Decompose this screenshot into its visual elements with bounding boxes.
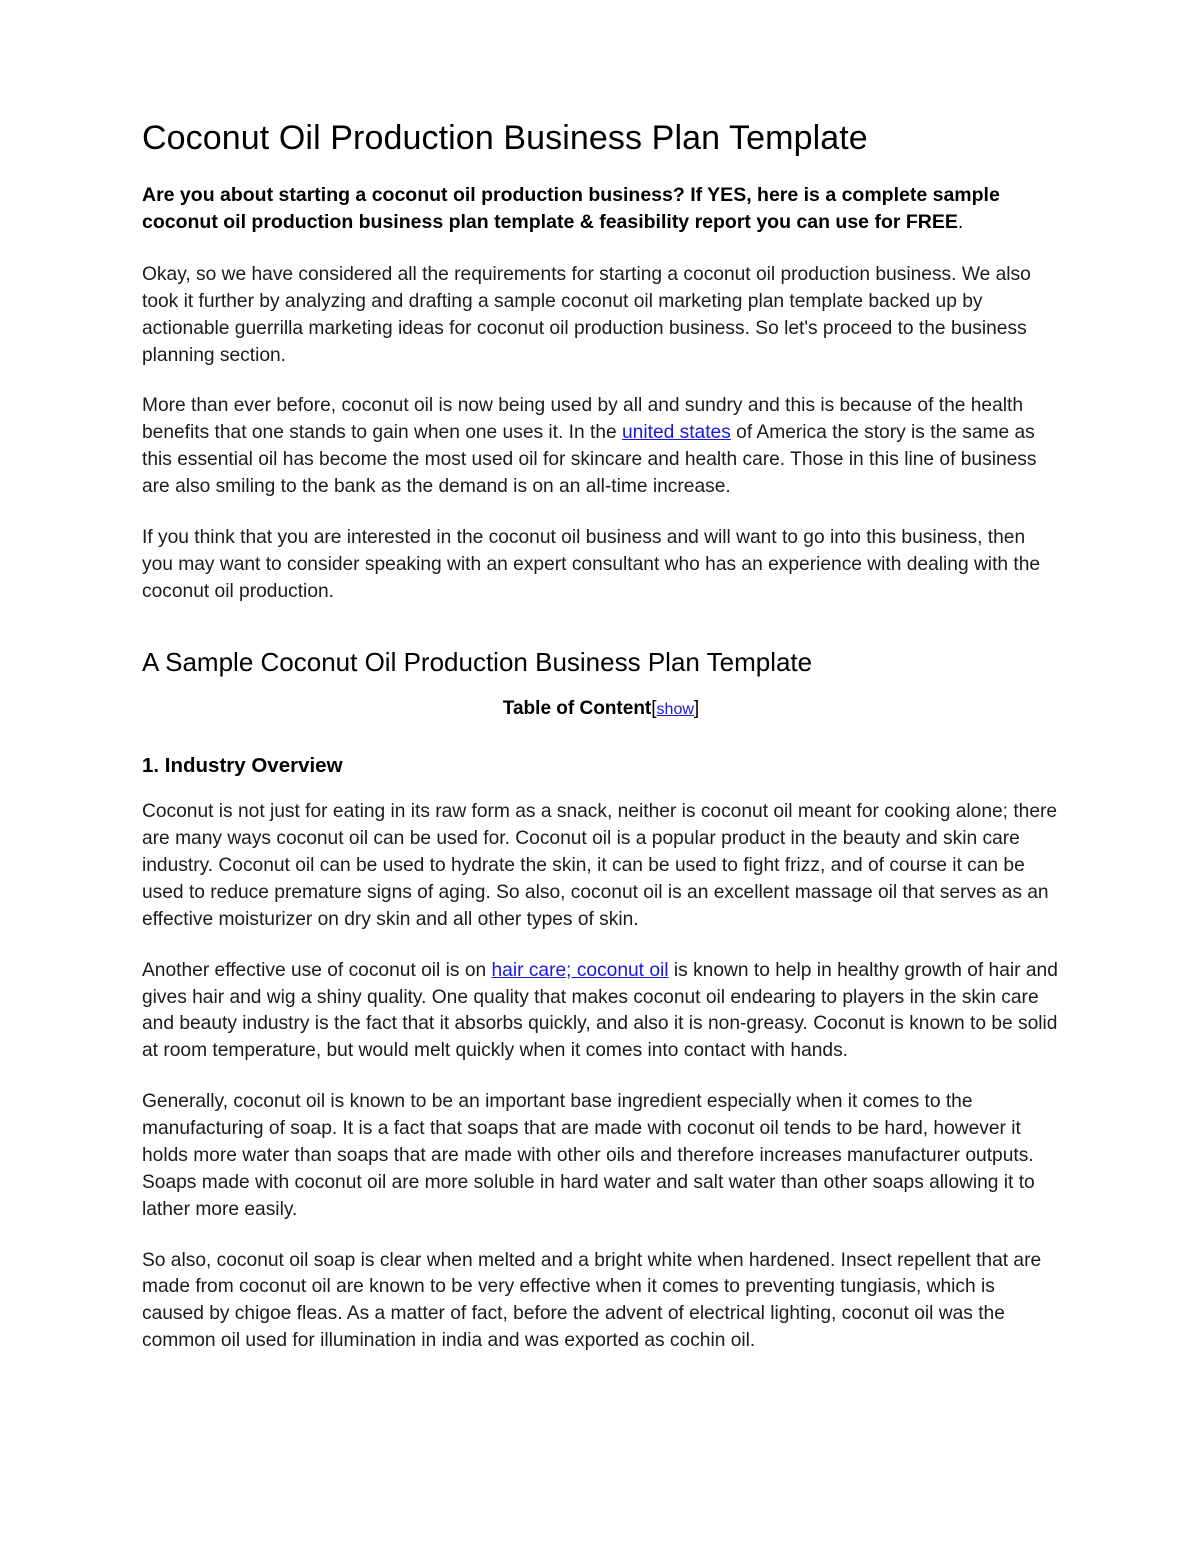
lede-bold-text: Are you about starting a coconut oil production business? If YES, here is a complete sample coconut oil production business plan template & feasibility report you can use for FREE <box>142 184 1000 234</box>
intro-paragraph-3: If you think that you are interested in the coconut oil business and will want to go into this business, then you may want to consider speaking with an expert consultant who has an experience with dealing with the coconut oil production. <box>142 526 1041 602</box>
toc-bracket-open: [ <box>651 698 657 720</box>
toc-bracket-close: ] <box>693 698 700 720</box>
lede-tail-text: . <box>957 211 964 234</box>
intro-paragraph-2-after: of America the story is the same as this essential oil has become the most used oil for skincare and health care. Those in this line of business are also smiling to the bank as the demand is on an all-time increase. <box>142 422 1037 498</box>
hair-care-coconut-oil-link[interactable]: hair care; coconut oil <box>491 959 669 981</box>
intro-paragraph-2 <box>142 393 1060 501</box>
section-1-paragraph-2-before: Another effective use of coconut oil is on <box>142 959 492 981</box>
toc-show-link[interactable]: show <box>656 701 694 719</box>
united-states-link[interactable]: united states <box>622 422 731 444</box>
table-of-content <box>142 696 1060 723</box>
table-of-content-label: Table of Content <box>502 698 652 720</box>
page-title: Coconut Oil Production Business Plan Template <box>142 119 868 157</box>
section-1-paragraph-4: So also, coconut oil soap is clear when melted and a bright white when hardened. Insect repellent that are made from coconut oil are known to be very effective when it comes to preventing tungiasis, which is caused by chigoe fleas. As a matter of fact, before the advent of electrical lighting, coconut oil was the common oil used for illumination in india and was exported as cochin oil. <box>142 1249 1042 1352</box>
intro-paragraph-2-before: More than ever before, coconut oil is now being used by all and sundry and this is because of the health benefits that one stands to gain when one uses it. In the <box>142 395 1024 444</box>
section-1-paragraph-3: Generally, coconut oil is known to be an important base ingredient especially when it comes to the manufacturing of soap. It is a fact that soaps that are made with coconut oil tends to be hard, however it holds more water than soaps that are made with other oils and therefore increases manufacturer outputs. Soaps made with coconut oil are more soluble in hard water and salt water than other soaps allowing it to lather more easily. <box>142 1091 1035 1220</box>
lede-paragraph <box>142 182 1060 236</box>
section-1-paragraph-2 <box>142 958 1060 1066</box>
section-1-paragraph-1: Coconut is not just for eating in its raw form as a snack, neither is coconut oil meant for cooking alone; there are many ways coconut oil can be used for. Coconut oil is a popular product in the beauty and skin care industry. Coconut oil can be used to hydrate the skin, it can be used to fight frizz, and of course it can be used to reduce premature signs of aging. So also, coconut oil is an excellent massage oil that serves as an effective moisturizer on dry skin and all other types of skin. <box>142 801 1058 930</box>
sample-template-heading: A Sample Coconut Oil Production Business Plan Template <box>142 646 813 677</box>
section-1-paragraph-2-after: is known to help in healthy growth of hair and gives hair and wig a shiny quality. One quality that makes coconut oil endearing to players in the skin care and beauty industry is the fact that it absorbs quickly, and also it is non-greasy. Coconut is known to be solid at room temperature, but would melt quickly when it comes into contact with hands. <box>142 959 1058 1062</box>
intro-paragraph-1: Okay, so we have considered all the requirements for starting a coconut oil production business. We also took it further by analyzing and drafting a sample coconut oil marketing plan template backed up by actionable guerrilla marketing ideas for coconut oil production business. So let's proceed to the business planning section. <box>142 263 1031 366</box>
section-1-heading: 1. Industry Overview <box>142 753 343 777</box>
